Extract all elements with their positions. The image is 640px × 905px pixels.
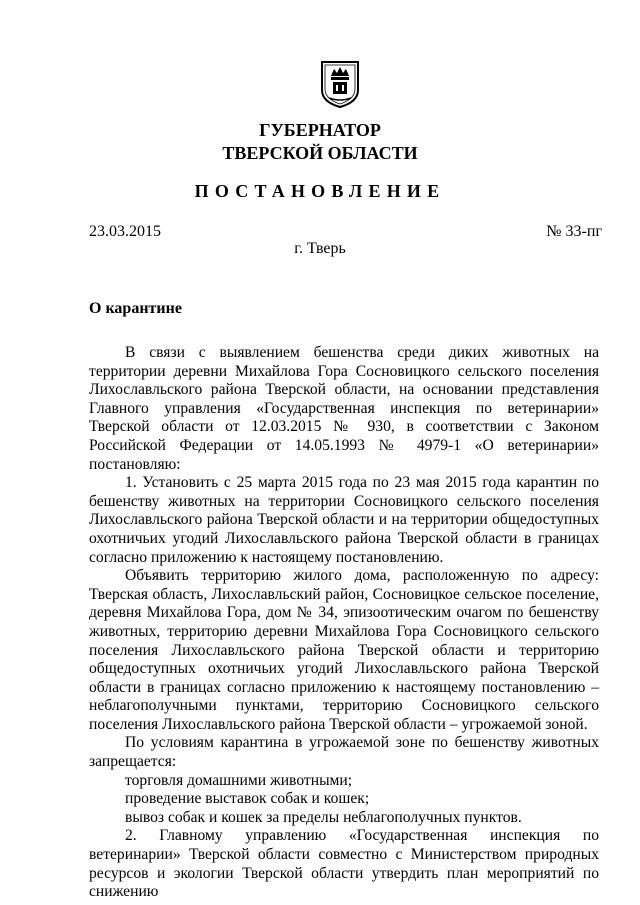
document-type: ПОСТАНОВЛЕНИЕ — [194, 181, 446, 201]
document-number: № 33-пг — [546, 223, 602, 240]
document-city: г. Тверь — [294, 240, 346, 257]
issuer-title: ГУБЕРНАТОР — [259, 120, 381, 140]
clause-paragraph: Объявить территорию жилого дома, расположенную по адресу: Тверская область, Лихославльский район, Сосновицкое сельское поселение, деревня Михайлова Гора, дом № 34, эпизоотическим очагом по бешенству животных, территорию деревни Михайлова Гора Сосновицкого сельского поселения Лихославльского района Тверской области и территорию общедоступных охотничьих угодий Лихославльского района Тверской области в границах согласно приложению к настоящему постановлению – неблагополучными пунктами, территорию Сосновицкого сельского поселения Лихославльского района Тверской области – угрожаемой зоной. — [89, 567, 599, 733]
document-date: 23.03.2015 — [89, 223, 161, 240]
clause-paragraph: 2. Главному управлению «Государственная инспекция по ветеринарии» Тверской области совместно с Министерством природных ресурсов и экологии Тверской области утвердить план мероприятий по снижению — [89, 827, 599, 901]
document-body — [89, 344, 599, 902]
clause-paragraph: 1. Установить с 25 марта 2015 года по 23 мая 2015 года карантин по бешенству животных на территории Сосновицкого сельского поселения Лихославльского района Тверской области и на территории общедоступных охотничьих угодий Лихославльского района Тверской области в границах согласно приложению к настоящему постановлению. — [89, 474, 599, 566]
list-item: проведение выставок собак и кошек; — [125, 790, 370, 808]
tver-coat-of-arms-icon — [320, 60, 360, 108]
preamble-paragraph: В связи с выявлением бешенства среди диких животных на территории деревни Михайлова Гора Сосновицкого сельского поселения Лихославльского района Тверской области, на основании представления Главного управления «Государственная инспекция по ветеринарии» Тверской области от 12.03.2015 № 930, в соответствии с Законом Российской Федерации от 14.05.1993 № 4979-1 «О ветеринарии» постановляю: — [89, 344, 599, 473]
list-item: торговля домашними животными; — [125, 771, 353, 789]
list-item: вывоз собак и кошек за пределы неблагополучных пунктов. — [125, 808, 522, 826]
issuer-region: ТВЕРСКОЙ ОБЛАСТИ — [222, 143, 418, 163]
clause-paragraph: По условиям карантина в угрожаемой зоне по бешенству животных запрещается: — [89, 734, 599, 771]
document-subject: О карантине — [89, 300, 182, 317]
